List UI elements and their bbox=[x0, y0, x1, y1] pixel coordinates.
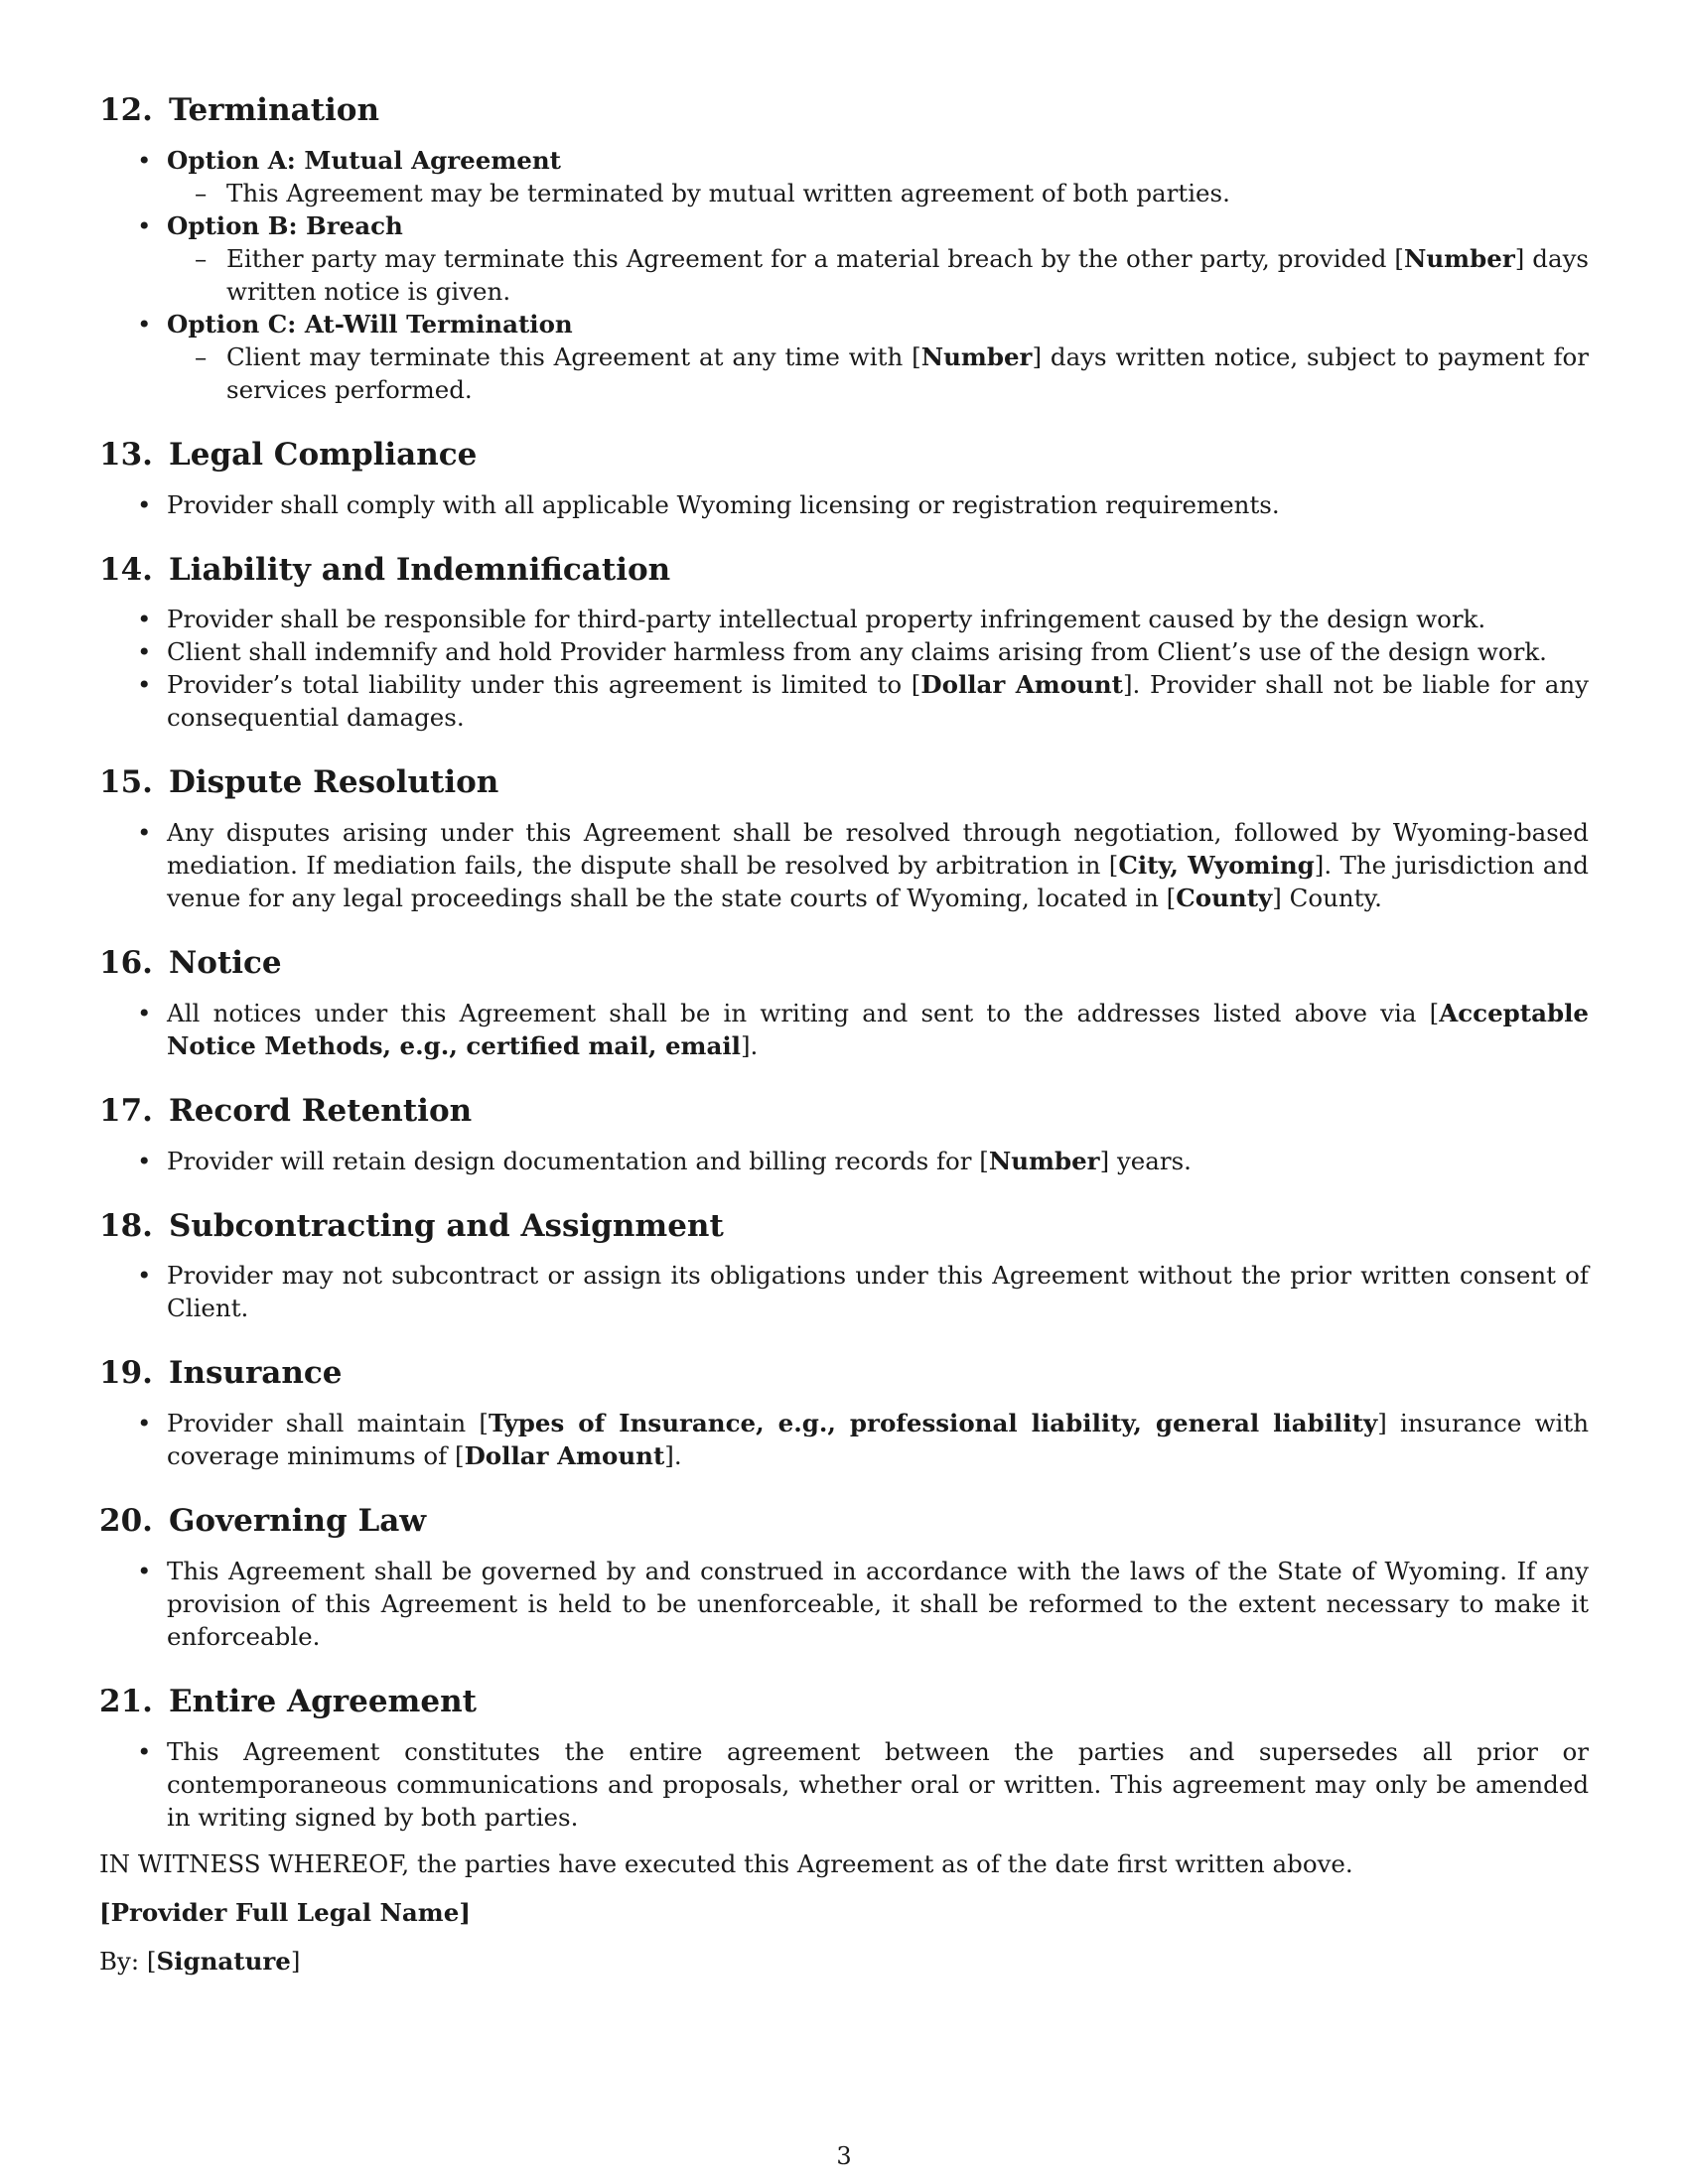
section-heading: 19. Insurance bbox=[99, 1355, 343, 1392]
option-b-label: Option B: Breach bbox=[167, 210, 403, 240]
list-item: • Client shall indemnify and hold Provider harmless from any claims arising from Client’s use of the design work. bbox=[99, 635, 1589, 668]
list-item: • Provider shall comply with all applicable Wyoming licensing or registration requirements. bbox=[99, 488, 1589, 521]
section-heading: 17. Record Retention bbox=[99, 1092, 473, 1129]
list-item: • Provider will retain design documentation and billing records for [Number] years. bbox=[99, 1145, 1589, 1177]
section-termination bbox=[99, 91, 1589, 406]
section-record-retention bbox=[99, 1092, 1589, 1177]
section-heading: 18. Subcontracting and Assignment bbox=[99, 1207, 724, 1244]
section-heading: 20. Governing Law bbox=[99, 1503, 427, 1539]
list-item: • Provider shall be responsible for third-party intellectual property infringement caused by the design work. bbox=[99, 603, 1589, 635]
list-item: • All notices under this Agreement shall be in writing and sent to the addresses listed above via [Acceptable Notice Methods, e.g., certified mail, email]. bbox=[99, 997, 1589, 1062]
option-c-label: Option C: At-Will Termination bbox=[167, 309, 573, 339]
section-heading: 13. Legal Compliance bbox=[99, 436, 478, 473]
section-heading: 21. Entire Agreement bbox=[99, 1683, 477, 1719]
document-page bbox=[99, 91, 1589, 1993]
witness-clause: IN WITNESS WHEREOF, the parties have executed this Agreement as of the date first written above. bbox=[99, 1848, 1353, 1878]
list-item: – Client may terminate this Agreement at any time with [Number] days written notice, subject to payment for services performed. bbox=[167, 341, 1589, 406]
section-insurance bbox=[99, 1354, 1589, 1472]
page-number: 3 bbox=[836, 2142, 852, 2170]
list-item: – This Agreement may be terminated by mutual written agreement of both parties. bbox=[167, 177, 1589, 209]
list-item: • This Agreement shall be governed by and construed in accordance with the laws of the State of Wyoming. If any provision of this Agreement is held to be unenforceable, it shall be reformed to the extent necessary to make it enforceable. bbox=[99, 1555, 1589, 1653]
list-item: • Provider’s total liability under this agreement is limited to [Dollar Amount]. Provider shall not be liable for any consequential damages. bbox=[99, 668, 1589, 734]
section-subcontracting bbox=[99, 1207, 1589, 1325]
section-heading: 12. Termination bbox=[99, 92, 380, 128]
section-notice bbox=[99, 944, 1589, 1062]
section-heading: 14. Liability and Indemnification bbox=[99, 551, 671, 588]
list-item: • Provider may not subcontract or assign its obligations under this Agreement without the prior written consent of Client. bbox=[99, 1259, 1589, 1324]
list-item bbox=[99, 144, 1589, 209]
list-item bbox=[99, 209, 1589, 308]
provider-name-placeholder: [Provider Full Legal Name] bbox=[99, 1897, 471, 1927]
section-governing-law bbox=[99, 1502, 1589, 1653]
section-legal-compliance bbox=[99, 436, 1589, 521]
signature-line: By: [Signature] bbox=[99, 1946, 301, 1976]
section-heading: 15. Dispute Resolution bbox=[99, 764, 499, 801]
list-item: • This Agreement constitutes the entire agreement between the parties and supersedes all prior or contemporaneous communications and proposals, whether oral or written. This agreement may only be amended in writing signed by both parties. bbox=[99, 1735, 1589, 1834]
section-liability bbox=[99, 551, 1589, 735]
section-entire-agreement bbox=[99, 1683, 1589, 1834]
list-item: – Either party may terminate this Agreement for a material breach by the other party, provided [Number] days written notice is given. bbox=[167, 242, 1589, 308]
list-item bbox=[99, 308, 1589, 406]
option-a-label: Option A: Mutual Agreement bbox=[167, 145, 562, 175]
section-dispute-resolution bbox=[99, 763, 1589, 914]
section-heading: 16. Notice bbox=[99, 945, 282, 981]
list-item: • Provider shall maintain [Types of Insurance, e.g., professional liability, general liability] insurance with coverage minimums of [Dollar Amount]. bbox=[99, 1407, 1589, 1472]
list-item: • Any disputes arising under this Agreement shall be resolved through negotiation, followed by Wyoming-based mediation. If mediation fails, the dispute shall be resolved by arbitration in [City, Wyoming]. The jurisdiction and venue for any legal proceedings shall be the state courts of Wyoming, located in [County] County. bbox=[99, 816, 1589, 914]
